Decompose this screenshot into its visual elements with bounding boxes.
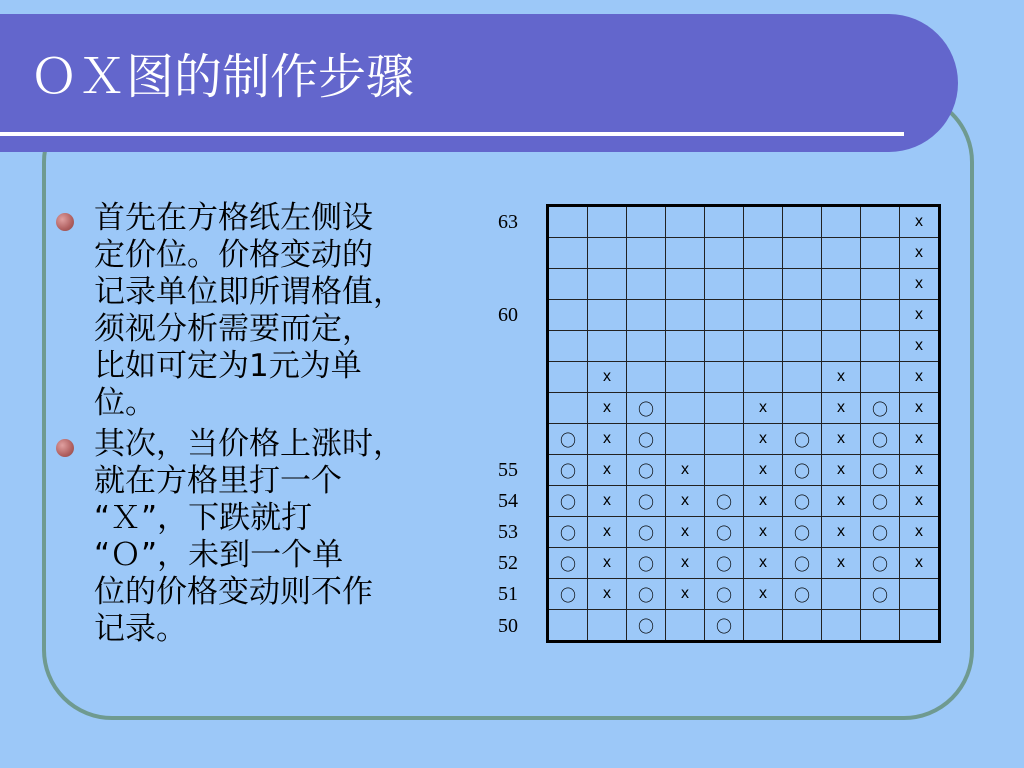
grid-cell-o: 〇 [548,548,588,579]
grid-cell [666,393,705,424]
grid-cell-x: x [744,424,783,455]
grid-cell [822,331,861,362]
grid-cell [627,238,666,269]
grid-cell-x: x [588,393,627,424]
grid-cell-o: 〇 [627,486,666,517]
grid-cell [705,206,744,238]
grid-cell [900,579,940,610]
grid-cell-x: x [744,486,783,517]
grid-cell [666,206,705,238]
grid-cell [861,331,900,362]
grid-cell [705,362,744,393]
grid-cell-x: x [822,455,861,486]
grid-cell [666,331,705,362]
grid-cell-x: x [588,517,627,548]
grid-cell [861,610,900,642]
grid-cell [548,238,588,269]
grid-row [548,517,940,548]
grid-cell-x: x [822,486,861,517]
grid-cell-o: 〇 [548,579,588,610]
grid-cell [705,331,744,362]
grid-cell [705,300,744,331]
grid-cell [822,610,861,642]
grid-cell [783,393,822,424]
grid-cell-x: x [666,517,705,548]
grid-cell [588,206,627,238]
grid-cell-o: 〇 [783,424,822,455]
grid-cell [666,269,705,300]
grid-cell [744,206,783,238]
grid-cell-o: 〇 [627,517,666,548]
grid-row [548,362,940,393]
grid-row [548,579,940,610]
grid-cell-o: 〇 [783,548,822,579]
grid-cell-o: 〇 [548,455,588,486]
grid-cell-o: 〇 [783,579,822,610]
grid-cell [588,300,627,331]
grid-row [548,455,940,486]
grid-cell-x: x [900,269,940,300]
grid-cell [744,610,783,642]
grid-cell-o: 〇 [548,486,588,517]
grid-cell [548,300,588,331]
grid-cell [783,300,822,331]
grid-cell-o: 〇 [861,393,900,424]
grid-cell [666,300,705,331]
grid-cell [744,269,783,300]
grid-cell-o: 〇 [783,517,822,548]
grid-row [548,269,940,300]
grid-cell-x: x [588,424,627,455]
grid-cell-x: x [744,579,783,610]
bullet-text: 首先在方格纸左侧设 定价位。价格变动的 记录单位即所谓格值， 须视分析需要而定， 比如可定为1元为单 位。 [94,200,404,421]
grid-cell-x: x [900,331,940,362]
grid-cell-o: 〇 [705,517,744,548]
grid-cell-o: 〇 [705,579,744,610]
grid-cell-o: 〇 [627,610,666,642]
grid-cell-x: x [588,455,627,486]
grid-cell-x: x [666,579,705,610]
grid-cell [783,331,822,362]
grid-cell [548,393,588,424]
grid-cell-o: 〇 [548,424,588,455]
grid-cell-x: x [900,362,940,393]
grid-cell-o: 〇 [627,393,666,424]
price-label: 50 [498,614,518,637]
grid-cell-o: 〇 [627,579,666,610]
grid-cell [861,300,900,331]
price-label: 52 [498,552,518,574]
grid-row [548,300,940,331]
grid-cell-o: 〇 [861,517,900,548]
grid-cell [744,331,783,362]
grid-cell-o: 〇 [861,486,900,517]
grid-row [548,393,940,424]
bullet-list [52,200,472,652]
ox-chart-grid [546,204,941,643]
grid-cell [861,238,900,269]
grid-cell-o: 〇 [861,579,900,610]
grid-cell [822,206,861,238]
grid-cell [588,269,627,300]
grid-cell [744,238,783,269]
bullet-item [52,200,472,422]
grid-cell-x: x [900,393,940,424]
grid-cell [744,362,783,393]
grid-cell [861,269,900,300]
grid-row [548,610,940,642]
grid-cell-x: x [588,548,627,579]
grid-cell [822,238,861,269]
grid-cell [822,300,861,331]
grid-cell-o: 〇 [861,548,900,579]
price-label: 51 [498,583,518,605]
grid-cell [822,579,861,610]
grid-cell [666,610,705,642]
grid-row [548,238,940,269]
grid-cell [627,362,666,393]
grid-cell-x: x [900,424,940,455]
grid-cell-x: x [900,455,940,486]
grid-cell [783,238,822,269]
grid-cell-x: x [900,486,940,517]
bullet-dot-icon [56,439,74,457]
grid-cell [705,238,744,269]
grid-cell-o: 〇 [783,455,822,486]
grid-cell-o: 〇 [705,610,744,642]
grid-row [548,548,940,579]
grid-cell-x: x [588,579,627,610]
grid-cell-x: x [588,362,627,393]
grid-cell-o: 〇 [627,455,666,486]
grid-cell-x: x [822,548,861,579]
price-label: 63 [498,210,518,233]
grid-cell [548,331,588,362]
grid-cell [627,269,666,300]
grid-cell-x: x [666,455,705,486]
grid-cell [666,238,705,269]
grid-row [548,331,940,362]
slide-title: ＯＸ图的制作步骤 [30,49,415,105]
grid-cell [548,206,588,238]
grid-cell-x: x [666,486,705,517]
grid-cell [783,610,822,642]
grid-cell [783,362,822,393]
grid-cell [900,610,940,642]
grid-cell [588,238,627,269]
grid-cell [783,269,822,300]
bullet-item [52,426,472,648]
grid-cell [705,393,744,424]
grid-cell-o: 〇 [548,517,588,548]
grid-cell [627,300,666,331]
grid-cell-x: x [900,238,940,269]
grid-cell-x: x [900,300,940,331]
grid-row [548,486,940,517]
grid-cell-x: x [744,548,783,579]
grid-cell [861,362,900,393]
grid-cell-x: x [822,424,861,455]
grid-row [548,206,940,238]
grid-cell-x: x [900,517,940,548]
grid-cell [666,424,705,455]
grid-cell-x: x [900,548,940,579]
grid-cell [548,269,588,300]
grid-cell-x: x [744,393,783,424]
grid-cell [861,206,900,238]
grid-cell-o: 〇 [627,548,666,579]
grid-cell-x: x [900,206,940,238]
price-label: 60 [498,304,518,326]
grid-cell [666,362,705,393]
grid-cell-x: x [822,362,861,393]
grid-cell-x: x [822,517,861,548]
grid-cell [588,610,627,642]
grid-cell [588,331,627,362]
grid-row [548,424,940,455]
price-label: 55 [498,459,518,481]
grid-cell [705,269,744,300]
grid-cell [705,424,744,455]
grid-cell [627,206,666,238]
grid-cell-x: x [744,455,783,486]
grid-cell [783,206,822,238]
bullet-dot-icon [56,213,74,231]
grid-cell [705,455,744,486]
price-label: 54 [498,490,518,512]
grid-cell-x: x [666,548,705,579]
grid-cell-o: 〇 [861,424,900,455]
bullet-text: 其次，当价格上涨时， 就在方格里打一个 “Ｘ”，下跌就打 “Ｏ”，未到一个单 位的价格变动则不作 记录。 [94,426,404,647]
grid-cell-x: x [588,486,627,517]
price-label: 53 [498,521,518,543]
grid-cell [744,300,783,331]
grid-cell [822,269,861,300]
grid-cell-x: x [744,517,783,548]
grid-cell-o: 〇 [861,455,900,486]
grid-cell-o: 〇 [783,486,822,517]
grid-cell-o: 〇 [627,424,666,455]
title-rule [0,132,904,136]
grid-cell [627,331,666,362]
grid-cell-x: x [822,393,861,424]
grid-cell-o: 〇 [705,548,744,579]
grid-cell-o: 〇 [705,486,744,517]
grid-cell [548,610,588,642]
grid-cell [548,362,588,393]
